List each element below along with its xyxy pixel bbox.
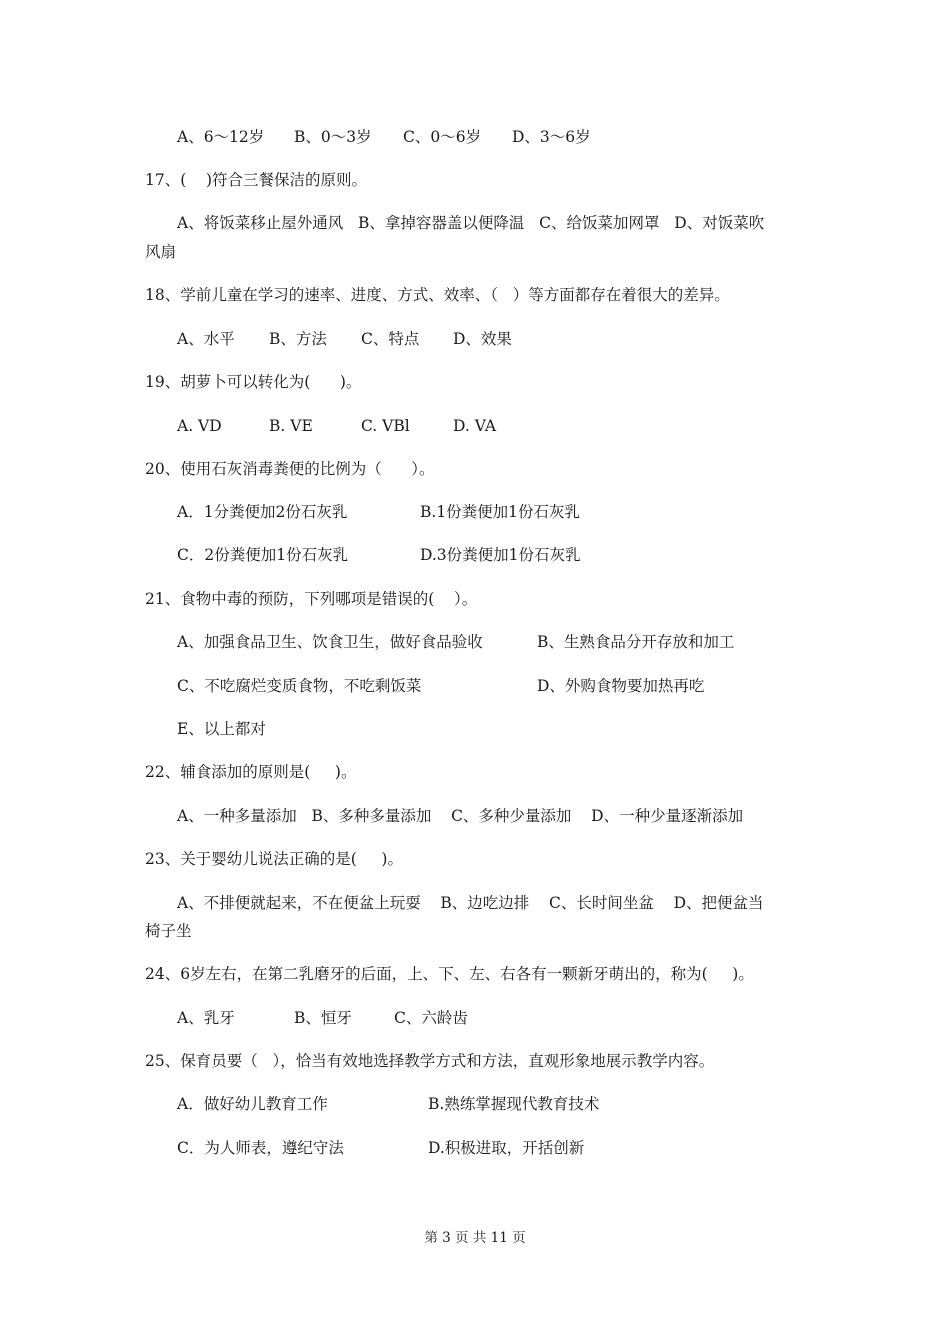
q24-option-b: B、恒牙 bbox=[294, 1009, 352, 1027]
q25-option-d: D.积极进取，开括创新 bbox=[428, 1139, 585, 1157]
q18-option-d: D、效果 bbox=[453, 330, 512, 348]
q24-option-c: C、六龄齿 bbox=[394, 1009, 468, 1027]
q18-option-b: B、方法 bbox=[269, 330, 327, 348]
q18-option-a: A、水平 bbox=[177, 330, 235, 348]
page-number-footer: 第 3 页 共 11 页 bbox=[424, 1230, 526, 1246]
q22-options: A、一种多量添加 B、多种多量添加 C、多种少量添加 D、一种少量逐渐添加 bbox=[177, 807, 744, 825]
q19-option-a: A. VD bbox=[177, 417, 222, 435]
q24-stem: 24、6岁左右，在第二乳磨牙的后面，上、下、左、右各有一颗新牙萌出的，称为( )。 bbox=[145, 965, 754, 983]
q25-stem: 25、保育员要（ ），恰当有效地选择教学方式和方法，直观形象地展示教学内容。 bbox=[145, 1052, 715, 1070]
q25-option-c: C．为人师表，遵纪守法 bbox=[177, 1139, 344, 1157]
q18-option-c: C、特点 bbox=[361, 330, 420, 348]
q16-option-b: B、0～3岁 bbox=[294, 128, 372, 146]
q25-option-b: B.熟练掌握现代教育技术 bbox=[428, 1095, 600, 1113]
q23-stem: 23、关于婴幼儿说法正确的是( )。 bbox=[145, 850, 403, 868]
q21-option-b: B、生熟食品分开存放和加工 bbox=[537, 633, 735, 651]
q20-option-b: B.1份粪便加1份石灰乳 bbox=[420, 503, 581, 521]
q20-option-a: A．1分粪便加2份石灰乳 bbox=[177, 503, 348, 521]
q16-option-a: A、6～12岁 bbox=[177, 128, 265, 146]
q17-options-line2: 风扇 bbox=[145, 243, 177, 261]
q19-stem: 19、胡萝卜可以转化为( )。 bbox=[145, 373, 362, 391]
q21-option-d: D、外购食物要加热再吃 bbox=[537, 677, 705, 695]
q21-option-e: E、以上都对 bbox=[177, 720, 266, 738]
q17-stem: 17、( )符合三餐保洁的原则。 bbox=[145, 171, 368, 189]
q25-option-a: A．做好幼儿教育工作 bbox=[177, 1095, 328, 1113]
q19-option-d: D. VA bbox=[453, 417, 497, 435]
q19-option-b: B. VE bbox=[269, 417, 313, 435]
q19-option-c: C. VBl bbox=[361, 417, 410, 435]
q17-options-line1: A、将饭菜移止屋外通风 B、拿掉容器盖以便降温 C、给饭菜加网罩 D、对饭菜吹 bbox=[177, 214, 765, 232]
q21-stem: 21、食物中毒的预防，下列哪项是错误的( ）。 bbox=[145, 590, 478, 608]
q16-option-d: D、3～6岁 bbox=[512, 128, 591, 146]
q24-option-a: A、乳牙 bbox=[177, 1009, 235, 1027]
q20-stem: 20、使用石灰消毒粪便的比例为（ ）。 bbox=[145, 460, 435, 478]
q22-stem: 22、辅食添加的原则是( )。 bbox=[145, 763, 357, 781]
q20-option-c: C．2份粪便加1份石灰乳 bbox=[177, 546, 349, 564]
q16-option-c: C、0～6岁 bbox=[403, 128, 482, 146]
q21-option-a: A、加强食品卫生、饮食卫生，做好食品验收 bbox=[177, 633, 483, 651]
q23-options-line1: A、不排便就起来，不在便盆上玩耍 B、边吃边排 C、长时间坐盆 D、把便盆当 bbox=[177, 894, 764, 912]
q18-stem: 18、学前儿童在学习的速率、进度、方式、效率、（ ）等方面都存在着很大的差异。 bbox=[145, 286, 730, 304]
q20-option-d: D.3份粪便加1份石灰乳 bbox=[420, 546, 581, 564]
q21-option-c: C、不吃腐烂变质食物，不吃剩饭菜 bbox=[177, 677, 422, 695]
q23-options-line2: 椅子坐 bbox=[145, 922, 192, 940]
